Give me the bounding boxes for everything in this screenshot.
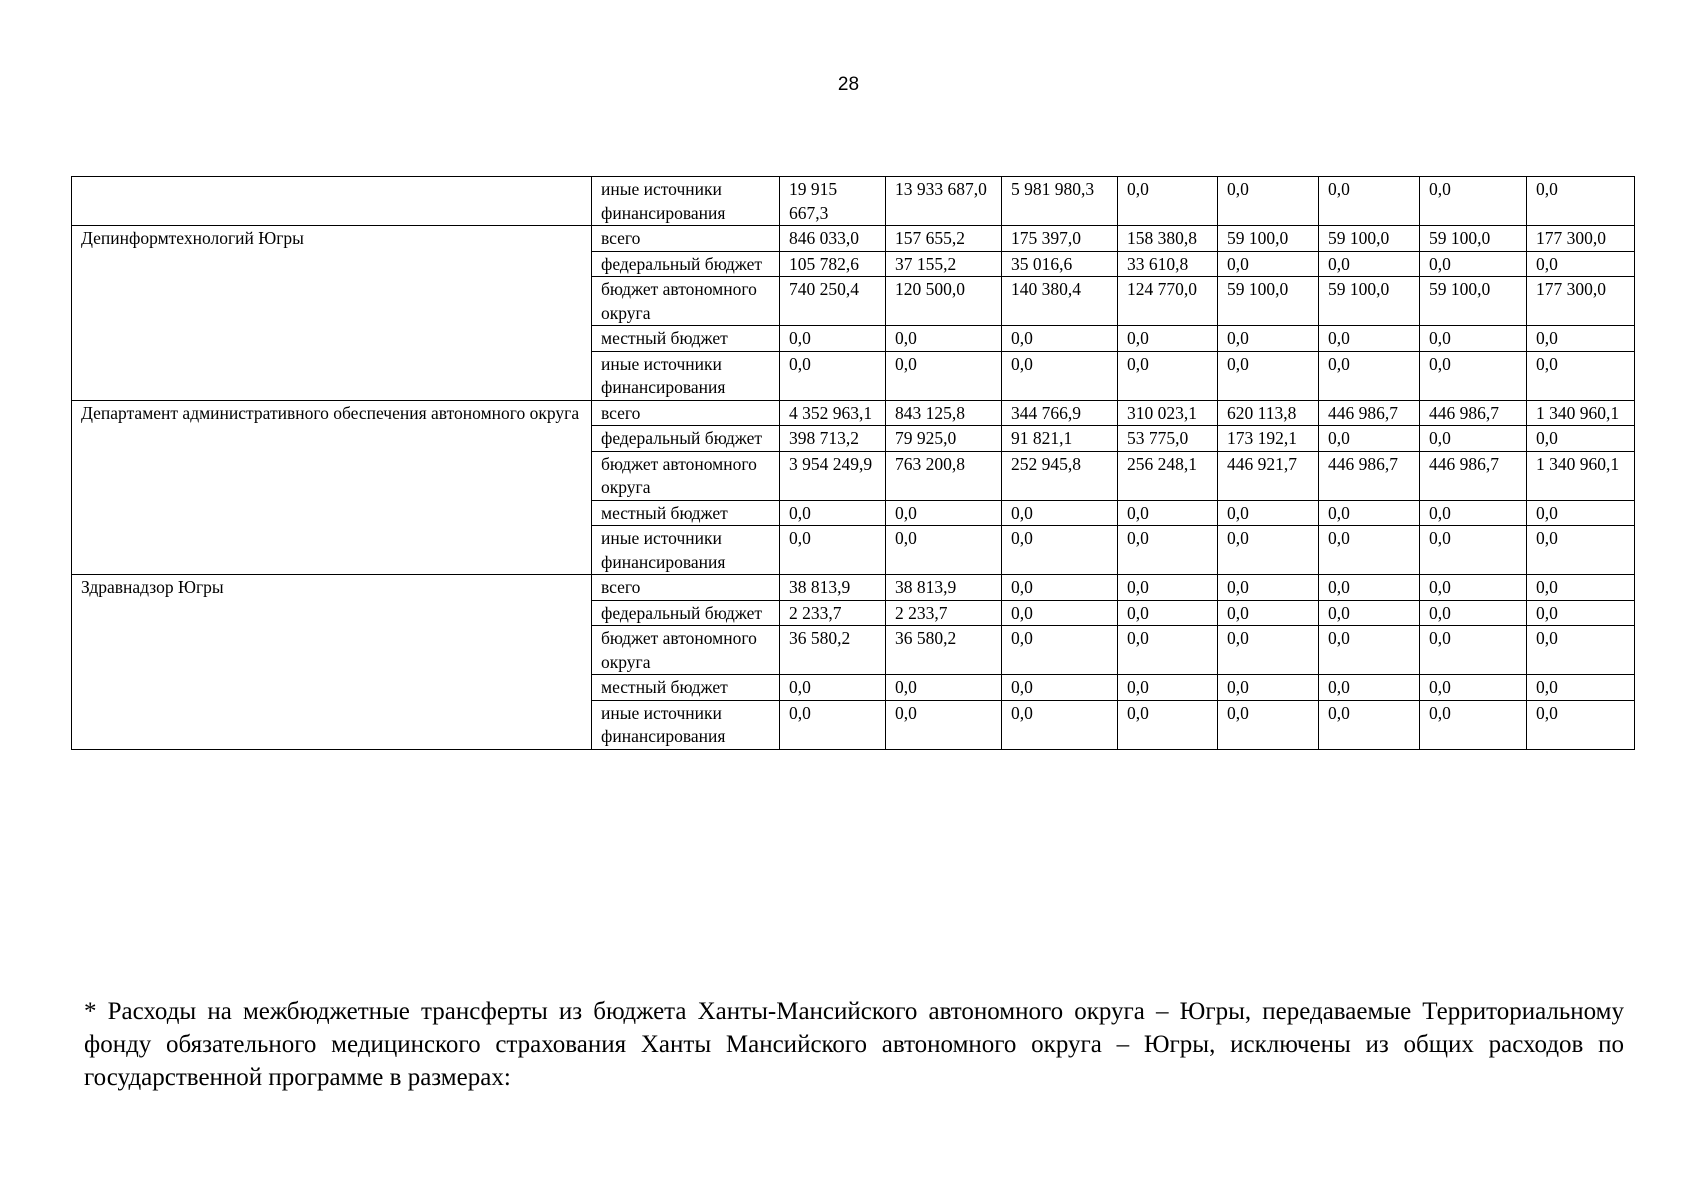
value-cell: 19 915 667,3 — [780, 177, 886, 226]
source-cell: местный бюджет — [592, 675, 780, 701]
value-cell: 0,0 — [1420, 351, 1527, 400]
value-cell: 0,0 — [1118, 600, 1218, 626]
value-cell: 140 380,4 — [1002, 277, 1118, 326]
value-cell: 0,0 — [1218, 251, 1319, 277]
value-cell: 0,0 — [1218, 326, 1319, 352]
value-cell: 0,0 — [1118, 700, 1218, 749]
source-cell: бюджет автономного округа — [592, 626, 780, 675]
value-cell: 0,0 — [1319, 500, 1420, 526]
value-cell: 59 100,0 — [1218, 226, 1319, 252]
value-cell: 0,0 — [1319, 626, 1420, 675]
value-cell: 0,0 — [1002, 575, 1118, 601]
value-cell: 0,0 — [1218, 351, 1319, 400]
value-cell: 0,0 — [1319, 575, 1420, 601]
value-cell: 0,0 — [780, 326, 886, 352]
value-cell: 2 233,7 — [886, 600, 1002, 626]
source-cell: федеральный бюджет — [592, 251, 780, 277]
value-cell: 446 986,7 — [1319, 400, 1420, 426]
value-cell: 0,0 — [1118, 351, 1218, 400]
value-cell: 0,0 — [1527, 500, 1635, 526]
source-cell: иные источники финансирования — [592, 700, 780, 749]
value-cell: 0,0 — [780, 500, 886, 526]
value-cell: 0,0 — [1527, 626, 1635, 675]
value-cell: 0,0 — [1002, 675, 1118, 701]
value-cell: 53 775,0 — [1118, 426, 1218, 452]
value-cell: 846 033,0 — [780, 226, 886, 252]
org-cell: Департамент административного обеспечения автономного округа — [72, 400, 592, 575]
value-cell: 0,0 — [1319, 326, 1420, 352]
source-cell: федеральный бюджет — [592, 426, 780, 452]
value-cell: 38 813,9 — [886, 575, 1002, 601]
value-cell: 175 397,0 — [1002, 226, 1118, 252]
source-cell: иные источники финансирования — [592, 177, 780, 226]
value-cell: 0,0 — [1002, 326, 1118, 352]
value-cell: 0,0 — [1002, 500, 1118, 526]
value-cell: 763 200,8 — [886, 451, 1002, 500]
value-cell: 0,0 — [1218, 600, 1319, 626]
value-cell: 105 782,6 — [780, 251, 886, 277]
value-cell: 0,0 — [1218, 177, 1319, 226]
value-cell: 0,0 — [1420, 326, 1527, 352]
value-cell: 0,0 — [1002, 626, 1118, 675]
value-cell: 0,0 — [1319, 600, 1420, 626]
value-cell: 0,0 — [1527, 675, 1635, 701]
value-cell: 124 770,0 — [1118, 277, 1218, 326]
funding-table — [71, 176, 1635, 750]
source-cell: федеральный бюджет — [592, 600, 780, 626]
value-cell: 0,0 — [1527, 526, 1635, 575]
value-cell: 0,0 — [780, 675, 886, 701]
value-cell: 310 023,1 — [1118, 400, 1218, 426]
value-cell: 0,0 — [1420, 675, 1527, 701]
value-cell: 0,0 — [886, 675, 1002, 701]
value-cell: 0,0 — [1420, 426, 1527, 452]
value-cell: 0,0 — [1527, 600, 1635, 626]
value-cell: 0,0 — [1319, 526, 1420, 575]
value-cell: 0,0 — [1527, 326, 1635, 352]
value-cell: 0,0 — [1118, 326, 1218, 352]
value-cell: 0,0 — [1319, 177, 1420, 226]
value-cell: 3 954 249,9 — [780, 451, 886, 500]
value-cell: 35 016,6 — [1002, 251, 1118, 277]
value-cell: 1 340 960,1 — [1527, 400, 1635, 426]
value-cell: 0,0 — [1420, 600, 1527, 626]
value-cell: 0,0 — [1218, 626, 1319, 675]
value-cell: 0,0 — [1218, 526, 1319, 575]
value-cell: 1 340 960,1 — [1527, 451, 1635, 500]
value-cell: 0,0 — [1319, 675, 1420, 701]
value-cell: 0,0 — [780, 351, 886, 400]
value-cell: 173 192,1 — [1218, 426, 1319, 452]
value-cell: 36 580,2 — [886, 626, 1002, 675]
value-cell: 0,0 — [1319, 426, 1420, 452]
value-cell: 5 981 980,3 — [1002, 177, 1118, 226]
source-cell: местный бюджет — [592, 326, 780, 352]
value-cell: 0,0 — [1527, 575, 1635, 601]
footnote: * Расходы на межбюджетные трансферты из бюджета Ханты-Мансийского автономного округа – Югры, передаваемые Территориальному фонду обязательного медицинского страхования Ханты Мансийского автономного округа – Югры, исключены из общих расходов по государственной программе в размерах: — [84, 998, 1624, 1091]
value-cell: 157 655,2 — [886, 226, 1002, 252]
source-cell: всего — [592, 575, 780, 601]
value-cell: 177 300,0 — [1527, 226, 1635, 252]
value-cell: 0,0 — [780, 700, 886, 749]
value-cell: 0,0 — [1118, 626, 1218, 675]
value-cell: 0,0 — [780, 526, 886, 575]
value-cell: 620 113,8 — [1218, 400, 1319, 426]
value-cell: 91 821,1 — [1002, 426, 1118, 452]
value-cell: 120 500,0 — [886, 277, 1002, 326]
table-row — [72, 177, 1635, 226]
source-cell: всего — [592, 400, 780, 426]
value-cell: 0,0 — [1218, 500, 1319, 526]
value-cell: 0,0 — [1420, 526, 1527, 575]
value-cell: 0,0 — [1002, 351, 1118, 400]
value-cell: 0,0 — [886, 700, 1002, 749]
value-cell: 0,0 — [1527, 351, 1635, 400]
value-cell: 0,0 — [1118, 526, 1218, 575]
value-cell: 740 250,4 — [780, 277, 886, 326]
value-cell: 0,0 — [1527, 251, 1635, 277]
value-cell: 0,0 — [1420, 177, 1527, 226]
value-cell: 0,0 — [1118, 500, 1218, 526]
value-cell: 843 125,8 — [886, 400, 1002, 426]
value-cell: 177 300,0 — [1527, 277, 1635, 326]
value-cell: 36 580,2 — [780, 626, 886, 675]
value-cell: 0,0 — [886, 500, 1002, 526]
value-cell: 0,0 — [1218, 675, 1319, 701]
value-cell: 59 100,0 — [1319, 226, 1420, 252]
value-cell: 0,0 — [886, 326, 1002, 352]
value-cell: 0,0 — [1002, 526, 1118, 575]
value-cell: 13 933 687,0 — [886, 177, 1002, 226]
value-cell: 0,0 — [1420, 700, 1527, 749]
source-cell: иные источники финансирования — [592, 526, 780, 575]
source-cell: бюджет автономного округа — [592, 277, 780, 326]
value-cell: 79 925,0 — [886, 426, 1002, 452]
table-row — [72, 575, 1635, 601]
value-cell: 398 713,2 — [780, 426, 886, 452]
table-row — [72, 226, 1635, 252]
value-cell: 0,0 — [1420, 500, 1527, 526]
value-cell: 158 380,8 — [1118, 226, 1218, 252]
source-cell: местный бюджет — [592, 500, 780, 526]
value-cell: 446 986,7 — [1420, 451, 1527, 500]
page-number: 28 — [837, 74, 860, 95]
value-cell: 344 766,9 — [1002, 400, 1118, 426]
value-cell: 252 945,8 — [1002, 451, 1118, 500]
value-cell: 446 986,7 — [1319, 451, 1420, 500]
value-cell: 0,0 — [1002, 600, 1118, 626]
value-cell: 446 921,7 — [1218, 451, 1319, 500]
value-cell: 0,0 — [886, 351, 1002, 400]
value-cell: 0,0 — [1420, 626, 1527, 675]
value-cell: 0,0 — [1118, 675, 1218, 701]
value-cell: 0,0 — [1218, 575, 1319, 601]
value-cell: 0,0 — [1218, 700, 1319, 749]
value-cell: 0,0 — [1118, 575, 1218, 601]
value-cell: 0,0 — [1527, 426, 1635, 452]
value-cell: 59 100,0 — [1319, 277, 1420, 326]
value-cell: 0,0 — [886, 526, 1002, 575]
value-cell: 0,0 — [1002, 700, 1118, 749]
table-row — [72, 400, 1635, 426]
value-cell: 256 248,1 — [1118, 451, 1218, 500]
source-cell: бюджет автономного округа — [592, 451, 780, 500]
value-cell: 59 100,0 — [1420, 277, 1527, 326]
value-cell: 33 610,8 — [1118, 251, 1218, 277]
org-cell: Депинформтехнологий Югры — [72, 226, 592, 401]
value-cell: 38 813,9 — [780, 575, 886, 601]
value-cell: 0,0 — [1527, 177, 1635, 226]
value-cell: 0,0 — [1319, 251, 1420, 277]
value-cell: 37 155,2 — [886, 251, 1002, 277]
value-cell: 4 352 963,1 — [780, 400, 886, 426]
value-cell: 0,0 — [1420, 575, 1527, 601]
value-cell: 0,0 — [1319, 351, 1420, 400]
value-cell: 59 100,0 — [1218, 277, 1319, 326]
value-cell: 0,0 — [1420, 251, 1527, 277]
value-cell: 446 986,7 — [1420, 400, 1527, 426]
source-cell: иные источники финансирования — [592, 351, 780, 400]
value-cell: 59 100,0 — [1420, 226, 1527, 252]
source-cell: всего — [592, 226, 780, 252]
value-cell: 0,0 — [1527, 700, 1635, 749]
value-cell: 0,0 — [1319, 700, 1420, 749]
value-cell: 2 233,7 — [780, 600, 886, 626]
org-cell — [72, 177, 592, 226]
org-cell: Здравнадзор Югры — [72, 575, 592, 750]
value-cell: 0,0 — [1118, 177, 1218, 226]
